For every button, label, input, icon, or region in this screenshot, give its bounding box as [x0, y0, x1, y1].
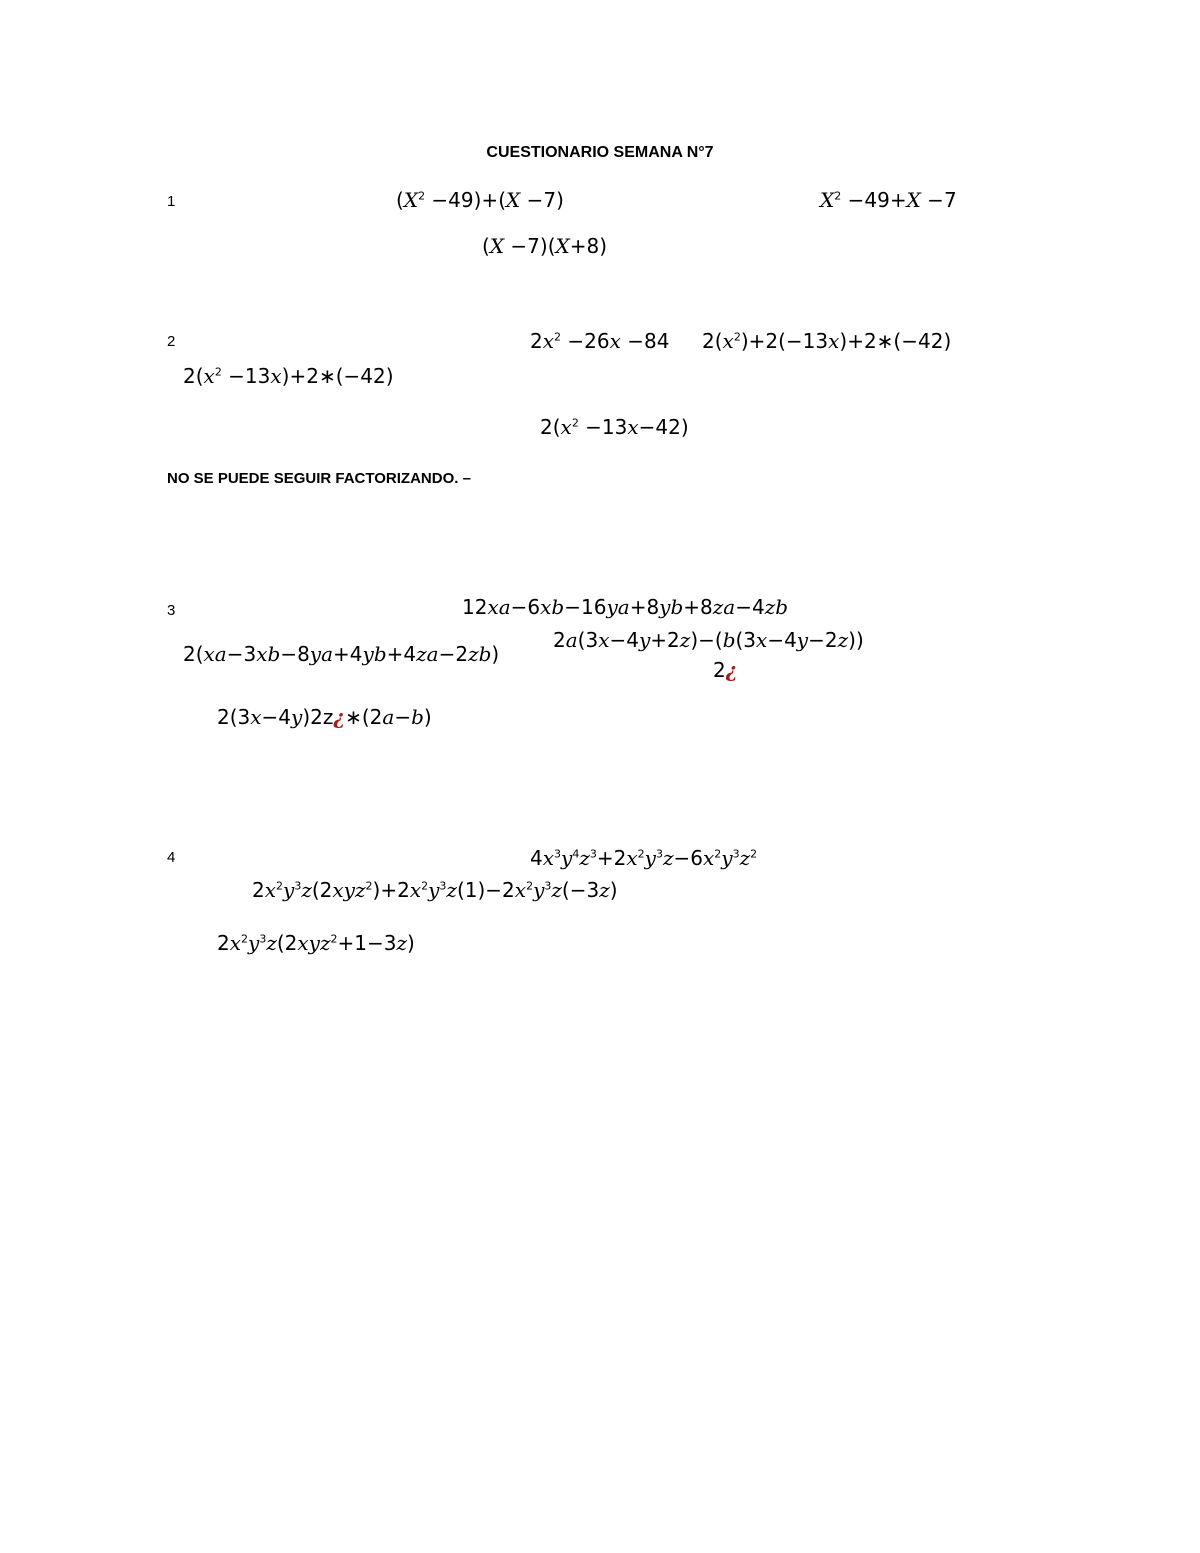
problem-1-line-2: $X^2 -49+X -7$ — [820, 188, 957, 212]
problem-2-number: 2 — [167, 333, 176, 350]
problem-2-line-3: $2(x^2$ −13x)+2∗(−42) — [183, 364, 394, 388]
page-title: CUESTIONARIO SEMANA N°7 — [486, 144, 714, 161]
problem-2-note: NO SE PUEDE SEGUIR FACTORIZANDO. – — [167, 470, 471, 487]
problem-3-line-4: 2¿ — [713, 658, 738, 682]
problem-1-line-3: (X −7)(X+8) — [482, 234, 608, 258]
problem-3-line-3: 2(xa−3xb−8ya+4yb+4za−2zb) — [183, 642, 500, 666]
problem-2-line-4: $2(x^2 -13x-42)$ — [540, 415, 689, 439]
problem-1-number: 1 — [167, 193, 176, 210]
problem-2-line-2: $2(x^2)+2(-13x)+2∗(-42)$ — [702, 329, 952, 353]
problem-3-line-1: 12xa−6xb−16ya+8yb+8za−4zb — [462, 595, 789, 619]
problem-1-line-1: $(X^2 -49)+(X -7)$ — [396, 188, 564, 212]
problem-4-line-3: $2x^2y^3z(2xyz^2+1-3z)$ — [217, 931, 415, 955]
problem-3-line-5: 2(3x−4y)2z¿∗(2a−b) — [217, 705, 432, 729]
problem-4-line-2: $2x^2y^3z(2xyz^2)+2x^2y^3z(1)-2x^2y^3z(-3z)$ — [252, 878, 618, 902]
problem-3-number: 3 — [167, 602, 176, 619]
problem-2-line-1: $2x^2 -26x -84$ — [530, 329, 670, 353]
problem-4-line-1: $4x^3y^4z^3+2x^2y^3z-6x^2y^3z^2$ — [530, 846, 758, 870]
problem-3-line-2: 2a(3x−4y+2z)−(b(3x−4y−2z)) — [553, 628, 864, 652]
problem-4-number: 4 — [167, 849, 176, 866]
